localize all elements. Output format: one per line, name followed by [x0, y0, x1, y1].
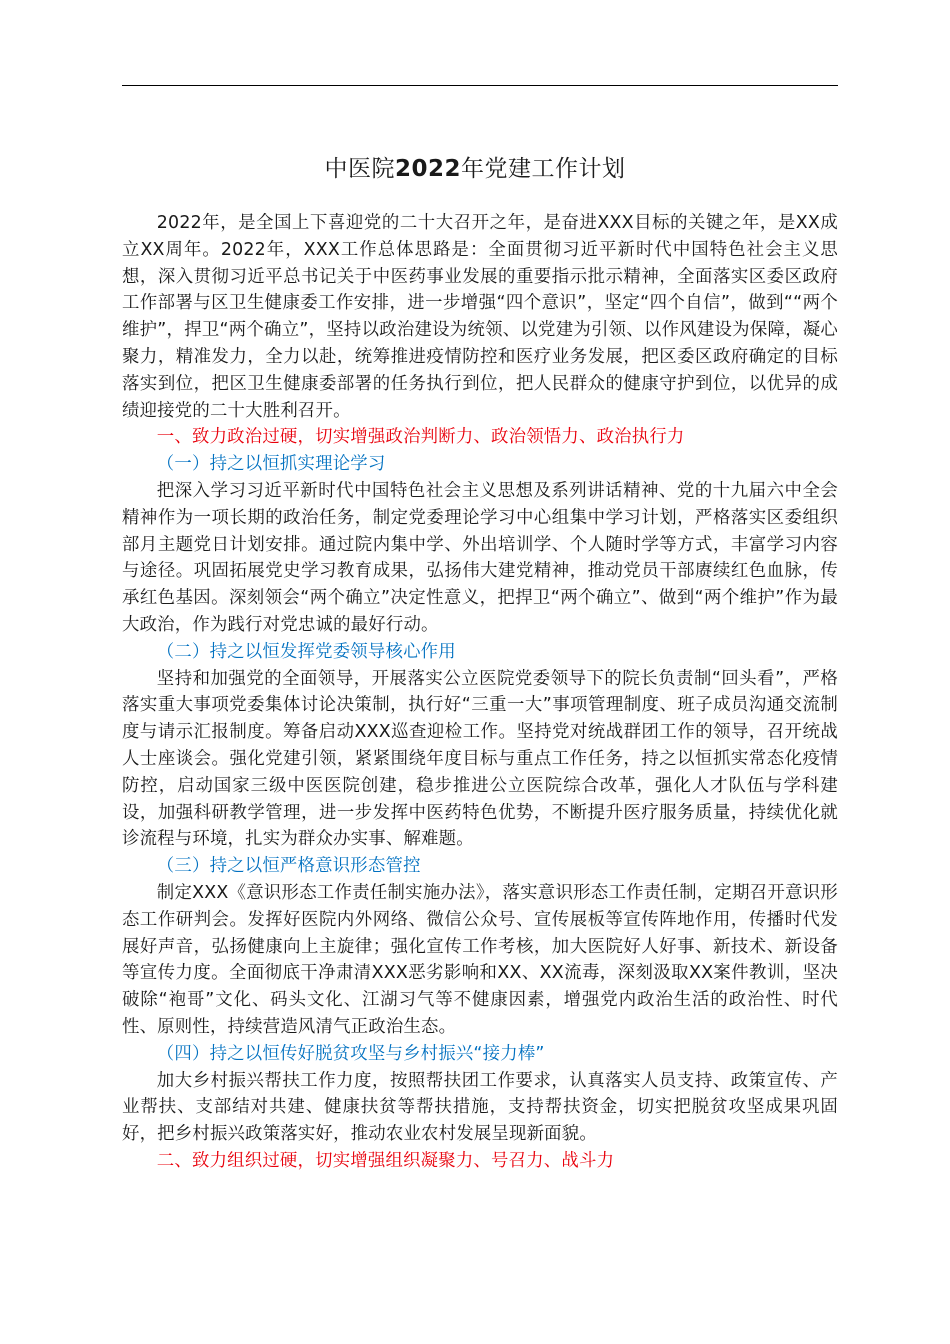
- header-rule: [122, 85, 838, 86]
- subsection-paragraph-3: 制定XXX《意识形态工作责任制实施办法》，落实意识形态工作责任制，定期召开意识形态工作研判会。发挥好医院内外网络、微信公众号、宣传展板等宣传阵地作用，传播时代发展好声音，弘扬健康向上主旋律；强化宣传工作考核，加大医院好人好事、新技术、新设备等宣传力度。全面彻底干净肃清XXX恶劣影响和XX、XX流毒，深刻汲取XX案件教训，坚决破除“袍哥”文化、码头文化、江湖习气等不健康因素，增强党内政治生活的政治性、时代性、原则性，持续营造风清气正政治生态。: [122, 882, 838, 1037]
- document-body: [122, 210, 838, 1175]
- subsection-heading-3: （三）持之以恒严格意识形态管控: [156, 856, 421, 877]
- subsection-paragraph-4: 加大乡村振兴帮扶工作力度，按照帮扶团工作要求，认真落实人员支持、政策宣传、产业帮扶、支部结对共建、健康扶贫等帮扶措施，支持帮扶资金，切实把脱贫攻坚成果巩固好，把乡村振兴政策落实好，推动农业农村发展呈现新面貌。: [122, 1070, 838, 1145]
- section-heading-2: 二、致力组织过硬，切实增强组织凝聚力、号召力、战斗力: [156, 1150, 615, 1171]
- title-prefix: 中医院: [324, 156, 395, 182]
- section-heading-1: 一、致力政治过硬，切实增强政治判断力、政治领悟力、政治执行力: [156, 427, 685, 448]
- intro-paragraph: 2022年，是全国上下喜迎党的二十大召开之年，是奋进XXX目标的关键之年，是XX成立XX周年。2022年，XXX工作总体思路是：全面贯彻习近平新时代中国特色社会主义思想，深入贯彻习近平总书记关于中医药事业发展的重要指示批示精神，全面落实区委区政府工作部署与区卫生健康委工作安排，进一步增强“四个意识”，坚定“四个自信”，做到““两个维护”，捍卫“两个确立”，坚持以政治建设为统领、以党建为引领、以作风建设为保障，凝心聚力，精准发力，全力以赴，统筹推进疫情防控和医疗业务发展，把区委区政府确定的目标落实到位，把区卫生健康委部署的任务执行到位，把人民群众的健康守护到位，以优异的成绩迎接党的二十大胜利召开。: [122, 213, 838, 421]
- title-suffix: 年党建工作计划: [461, 156, 626, 182]
- subsection-heading-2: （二）持之以恒发挥党委领导核心作用: [156, 641, 456, 662]
- title-year: 2022: [394, 156, 461, 182]
- subsection-paragraph-2: 坚持和加强党的全面领导，开展落实公立医院党委领导下的院长负责制“回头看”，严格落实重大事项党委集体讨论决策制，执行好“三重一大”事项管理制度、班子成员沟通交流制度与请示汇报制度。筹备启动XXX巡查迎检工作。坚持党对统战群团工作的领导，召开统战人士座谈会。强化党建引领，紧紧围绕年度目标与重点工作任务，持之以恒抓实常态化疫情防控，启动国家三级中医医院创建，稳步推进公立医院综合改革，强化人才队伍与学科建设，加强科研教学管理，进一步发挥中医药特色优势，不断提升医疗服务质量，持续优化就诊流程与环境，扎实为群众办实事、解难题。: [122, 668, 838, 850]
- document-title: [0, 152, 950, 186]
- subsection-heading-1: （一）持之以恒抓实理论学习: [156, 454, 386, 475]
- subsection-paragraph-1: 把深入学习习近平新时代中国特色社会主义思想及系列讲话精神、党的十九届六中全会精神作为一项长期的政治任务，制定党委理论学习中心组集中学习计划，严格落实区委组织部月主题党日计划安排。通过院内集中学、外出培训学、个人随时学等方式，丰富学习内容与途径。巩固拓展党史学习教育成果，弘扬伟大建党精神，推动党员干部赓续红色血脉，传承红色基因。深刻领会“两个确立”决定性意义，把捍卫“两个确立”、做到“两个维护”作为最大政治，作为践行对党忠诚的最好行动。: [122, 480, 838, 635]
- subsection-heading-4: （四）持之以恒传好脱贫攻坚与乡村振兴“接力棒”: [156, 1043, 545, 1064]
